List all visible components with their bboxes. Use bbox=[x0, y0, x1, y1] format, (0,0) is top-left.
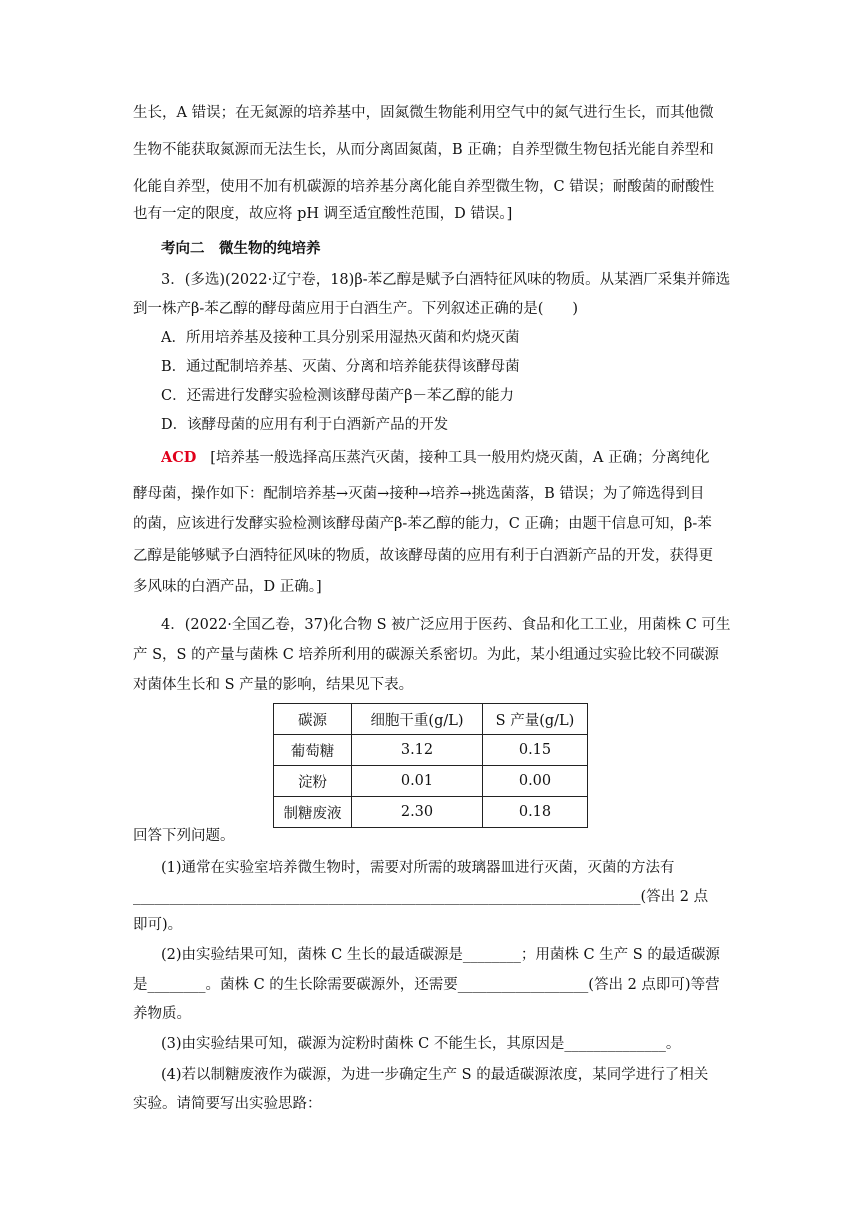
q4-sub3: (3)由实验结果可知，碳源为淀粉时菌株 C 不能生长，其原因是______________。 bbox=[161, 1036, 681, 1052]
q4-sub4: (4)若以制糖废液作为碳源，为进一步确定生产 S 的最适碳源浓度，某同学进行了相关 bbox=[161, 1067, 709, 1083]
q4-sub1: 即可)。 bbox=[133, 917, 183, 933]
table-row bbox=[274, 797, 588, 828]
table-cell: 2.30 bbox=[352, 797, 483, 828]
table-header-row bbox=[274, 704, 588, 735]
q3-stem: 到一株产β-苯乙醇的酵母菌应用于白酒生产。下列叙述正确的是( ) bbox=[133, 301, 579, 317]
prev-explanation-line: 也有一定的限度，故应将 pH 调至适宜酸性范围，D 错误。] bbox=[133, 206, 513, 222]
table-cell: 淀粉 bbox=[274, 766, 352, 797]
section-heading: 考向二 微生物的纯培养 bbox=[161, 240, 321, 257]
table-row bbox=[274, 766, 588, 797]
table-row bbox=[274, 735, 588, 766]
q3-option-d: D．该酵母菌的应用有利于白酒新产品的开发 bbox=[161, 417, 449, 433]
q3-explanation-line: 多风味的白酒产品，D 正确。] bbox=[133, 579, 322, 595]
q4-sub2: 是________。菌株 C 的生长除需要碳源外，还需要__________________(答出 2 点即可)等营 bbox=[133, 977, 720, 993]
prev-explanation-line: 生长，A 错误；在无氮源的培养基中，固氮微生物能利用空气中的氮气进行生长，而其他微 bbox=[133, 105, 714, 121]
q4-stem: 4．(2022·全国乙卷，37)化合物 S 被广泛应用于医药、食品和化工工业，用菌株 C 可生 bbox=[161, 617, 731, 633]
table-cell: 0.01 bbox=[352, 766, 483, 797]
q3-answer-key: ACD bbox=[161, 449, 197, 466]
table-cell: 0.15 bbox=[483, 735, 588, 766]
q3-explanation-line: 酵母菌，操作如下：配制培养基→灭菌→接种→培养→挑选菌落，B 错误；为了筛选得到目 bbox=[133, 486, 705, 502]
q3-answer-line bbox=[161, 448, 733, 468]
table-cell: 0.00 bbox=[483, 766, 588, 797]
q3-option-b: B．通过配制培养基、灭菌、分离和培养能获得该酵母菌 bbox=[161, 359, 520, 375]
table-cell: 葡萄糖 bbox=[274, 735, 352, 766]
q3-stem: 3．(多选)(2022·辽宁卷，18)β-苯乙醇是赋予白酒特征风味的物质。从某酒厂采集并筛选 bbox=[161, 272, 731, 288]
q4-sub1: (1)通常在实验室培养微生物时，需要对所需的玻璃器皿进行灭菌，灭菌的方法有 bbox=[161, 860, 675, 876]
q4-sub4: 实验。请简要写出实验思路： bbox=[133, 1096, 322, 1112]
q3-option-c: C．还需进行发酵实验检测该酵母菌产β－苯乙醇的能力 bbox=[161, 388, 514, 404]
q4-sub1: ______________________________________________________________________(答出 2 点 bbox=[133, 889, 709, 905]
q3-explanation-line: 乙醇是能够赋予白酒特征风味的物质，故该酵母菌的应用有利于白酒新产品的开发，获得更 bbox=[133, 548, 713, 564]
q3-explanation: [培养基一般选择高压蒸汽灭菌，接种工具一般用灼烧灭菌，A 正确；分离纯化 bbox=[210, 450, 710, 466]
q4-prompt: 回答下列问题。 bbox=[133, 828, 235, 844]
table-cell: 制糖废液 bbox=[274, 797, 352, 828]
q4-stem: 产 S，S 的产量与菌株 C 培养所利用的碳源关系密切。为此，某小组通过实验比较不同碳源 bbox=[133, 647, 719, 663]
table-header-cell: 细胞干重(g/L) bbox=[352, 704, 483, 735]
q4-sub2: (2)由实验结果可知，菌株 C 生长的最适碳源是________；用菌株 C 生产 S 的最适碳源 bbox=[161, 947, 720, 963]
table-header-cell: S 产量(g/L) bbox=[483, 704, 588, 735]
table-cell: 0.18 bbox=[483, 797, 588, 828]
q4-sub2: 养物质。 bbox=[133, 1006, 191, 1022]
q3-explanation-line: 的菌，应该进行发酵实验检测该酵母菌产β-苯乙醇的能力，C 正确；由题干信息可知，β-苯 bbox=[133, 516, 712, 532]
q3-option-a: A．所用培养基及接种工具分别采用湿热灭菌和灼烧灭菌 bbox=[161, 330, 520, 346]
prev-explanation-line: 生物不能获取氮源而无法生长，从而分离固氮菌，B 正确；自养型微生物包括光能自养型和 bbox=[133, 142, 714, 158]
q4-stem: 对菌体生长和 S 产量的影响，结果见下表。 bbox=[133, 677, 414, 693]
carbon-source-table bbox=[273, 703, 588, 828]
table-cell: 3.12 bbox=[352, 735, 483, 766]
table-header-cell: 碳源 bbox=[274, 704, 352, 735]
prev-explanation-line: 化能自养型，使用不加有机碳源的培养基分离化能自养型微生物，C 错误；耐酸菌的耐酸性 bbox=[133, 179, 715, 195]
